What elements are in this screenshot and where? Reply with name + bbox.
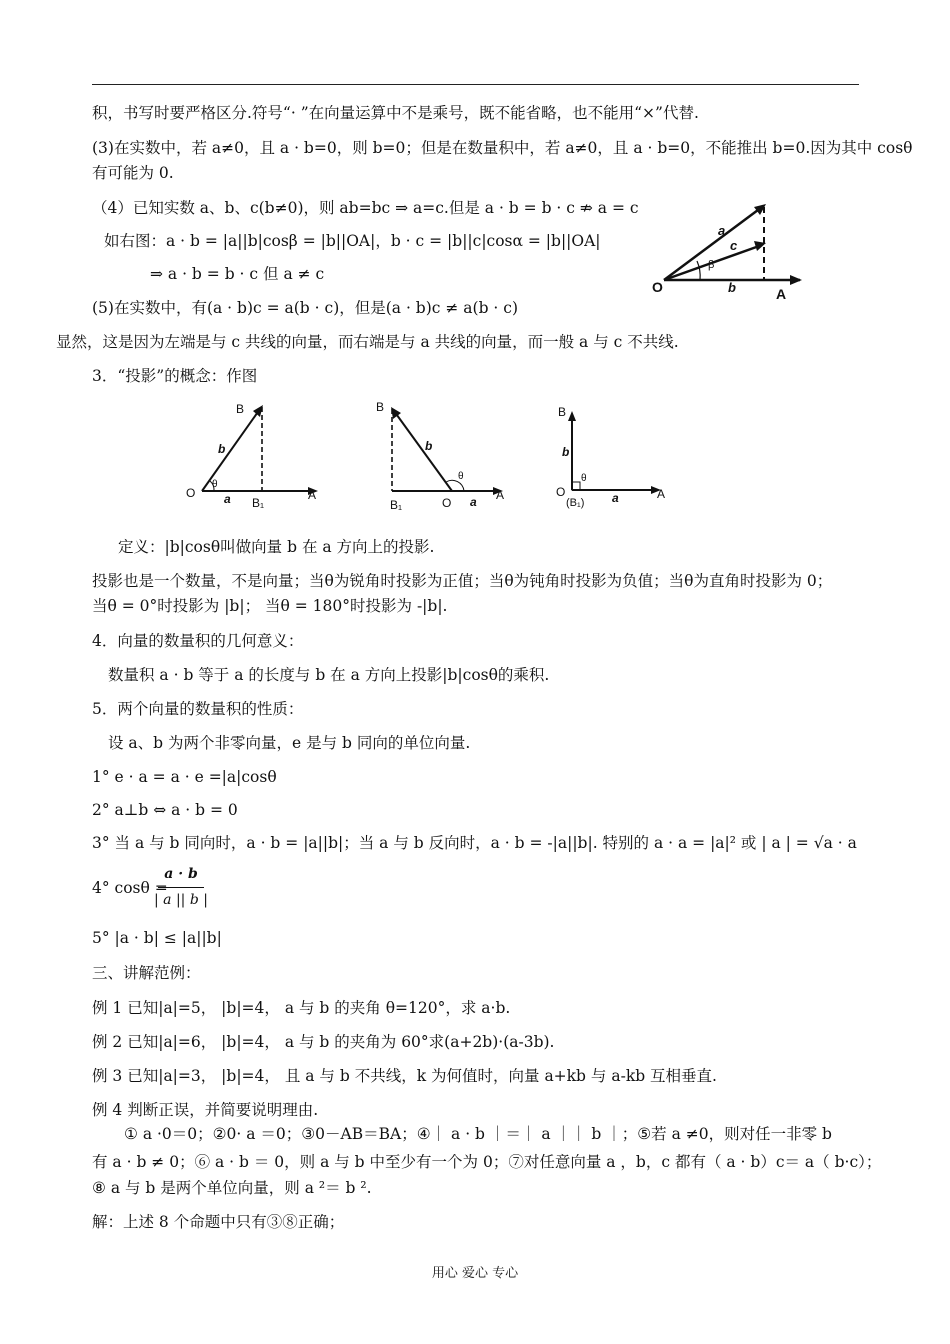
text-line-11: 投影也是一个数量，不是向量；当θ为锐角时投影为正值；当θ为钝角时投影为负值；当θ为直角时投影为 0； — [92, 572, 833, 590]
vector-abc-figure — [650, 195, 810, 305]
label-beta: β — [708, 259, 715, 271]
text-line-2: (3)在实数中，若 a≠0，且 a · b=0，则 b=0；但是在数量积中，若 a≠0，且 a · b=0，不能推出 b=0.因为其中 cosθ — [92, 139, 913, 157]
section-3-heading: 3．“投影”的概念：作图 — [92, 367, 258, 385]
text-line-16: 设 a、b 为两个非零向量，e 是与 b 同向的单位向量. — [108, 734, 471, 752]
text-line-12: 当θ = 0°时投影为 |b|； 当θ = 180°时投影为 -|b|. — [92, 597, 448, 615]
text-line-4: （4）已知实数 a、b、c(b≠0)，则 ab=bc ⇒ a=c.但是 a · b = b · c ⇏ a = c — [92, 199, 639, 217]
projection-definition: 定义：|b|cosθ叫做向量 b 在 a 方向上的投影. — [118, 538, 435, 556]
vector-b-line — [202, 409, 260, 491]
fraction-bar — [158, 887, 204, 888]
label-theta: θ — [458, 471, 464, 482]
label-A: A — [496, 488, 505, 502]
vector-b-line — [394, 411, 452, 491]
angle-arc — [697, 261, 700, 280]
text-line-6: ⇒ a · b = b · c 但 a ≠ c — [150, 265, 325, 283]
property-4: 4° cosθ = — [92, 879, 168, 897]
label-c: c — [730, 238, 738, 253]
projection-figure-acute — [180, 393, 330, 518]
example-2: 例 2 已知|a|=6， |b|=4， a 与 b 的夹角为 60°求(a+2b)·(a-3b). — [92, 1033, 555, 1051]
label-a: a — [718, 223, 726, 238]
label-theta: θ — [581, 473, 587, 484]
example-4-statements-3: ⑧ a 与 b 是两个单位向量，则 a ²＝ b ². — [92, 1179, 372, 1197]
section-5-heading: 5．两个向量的数量积的性质： — [92, 700, 304, 718]
fraction-denominator: | a || b | — [154, 892, 208, 908]
property-3: 3° 当 a 与 b 同向时，a · b = |a||b|；当 a 与 b 反向时，a · b = -|a||b|. 特别的 a · a = |a|² 或 | a | = √a · a — [92, 834, 857, 852]
text-line-5: 如右图：a · b = |a||b|cosβ = |b||OA|，b · c = |b||c|cosα = |b||OA| — [104, 232, 601, 250]
example-1: 例 1 已知|a|=5， |b|=4， a 与 b 的夹角 θ=120°，求 a·b. — [92, 999, 511, 1017]
label-a: a — [224, 492, 231, 506]
label-B1: B₁ — [390, 498, 403, 512]
text-line-14: 数量积 a · b 等于 a 的长度与 b 在 a 方向上投影|b|cosθ的乘积. — [108, 666, 550, 684]
right-angle-mark — [572, 482, 580, 490]
text-line-1: 积，书写时要严格区分.符号“· ”在向量运算中不是乘号，既不能省略，也不能用“×”代替. — [92, 104, 699, 122]
text-line-3: 有可能为 0. — [92, 164, 174, 182]
text-line-7: (5)在实数中，有(a · b)c = a(b · c)，但是(a · b)c ≠ a(b · c) — [92, 299, 519, 317]
projection-figure-obtuse — [372, 393, 512, 518]
section-4-heading: 4．向量的数量积的几何意义： — [92, 632, 304, 650]
label-a: a — [470, 495, 477, 509]
label-O: O — [652, 279, 663, 295]
property-2: 2° a⊥b ⇔ a · b = 0 — [92, 801, 238, 819]
property-5: 5° |a · b| ≤ |a||b| — [92, 929, 222, 947]
label-O: O — [186, 486, 196, 500]
label-O: O — [442, 496, 452, 510]
page-footer: 用心 爱心 专心 — [431, 1266, 519, 1281]
text-line-8: 显然，这是因为左端是与 c 共线的向量，而右端是与 a 共线的向量，而一般 a 与 c 不共线. — [56, 333, 679, 351]
label-A: A — [308, 488, 317, 502]
label-B: B — [558, 405, 567, 419]
label-b: b — [562, 445, 570, 459]
label-b: b — [218, 442, 226, 456]
label-b: b — [425, 439, 433, 453]
label-B: B — [236, 402, 245, 416]
label-A: A — [776, 286, 787, 302]
label-B1: B₁ — [252, 496, 265, 510]
header-rule — [92, 84, 859, 85]
example-4-statements-1: ① a ·0＝0；②0· a ＝0；③0－AB＝BA；④｜ a · b ｜＝｜ a ｜｜ b ｜；⑤若 a ≠0，则对任一非零 b — [124, 1125, 832, 1143]
solution-line: 解：上述 8 个命题中只有③⑧正确； — [92, 1213, 345, 1231]
example-4-statements-2: 有 a · b ≠ 0；⑥ a · b ＝ 0，则 a 与 b 中至少有一个为 0；⑦对任意向量 a ，b，c 都有（ a · b）c＝ a（ b·c）； — [92, 1153, 882, 1171]
projection-figure-right — [552, 400, 677, 515]
axis-arrow — [790, 275, 802, 285]
vector-b-arrow — [568, 411, 576, 421]
label-A: A — [657, 487, 666, 501]
example-4: 例 4 判断正误，并简要说明理由. — [92, 1101, 319, 1119]
property-1: 1° e · a = a · e =|a|cosθ — [92, 768, 277, 786]
label-b: b — [728, 280, 736, 295]
label-O: O — [556, 485, 566, 499]
label-B: B — [376, 400, 385, 414]
label-theta: θ — [212, 479, 218, 490]
section-examples-heading: 三、讲解范例： — [92, 964, 201, 982]
label-a: a — [612, 491, 619, 505]
fraction-numerator: a · b — [164, 866, 198, 882]
example-3: 例 3 已知|a|=3， |b|=4， 且 a 与 b 不共线，k 为何值时，向量 a+kb 与 a-kb 互相垂直. — [92, 1067, 717, 1085]
label-B1: (B₁) — [566, 497, 585, 509]
